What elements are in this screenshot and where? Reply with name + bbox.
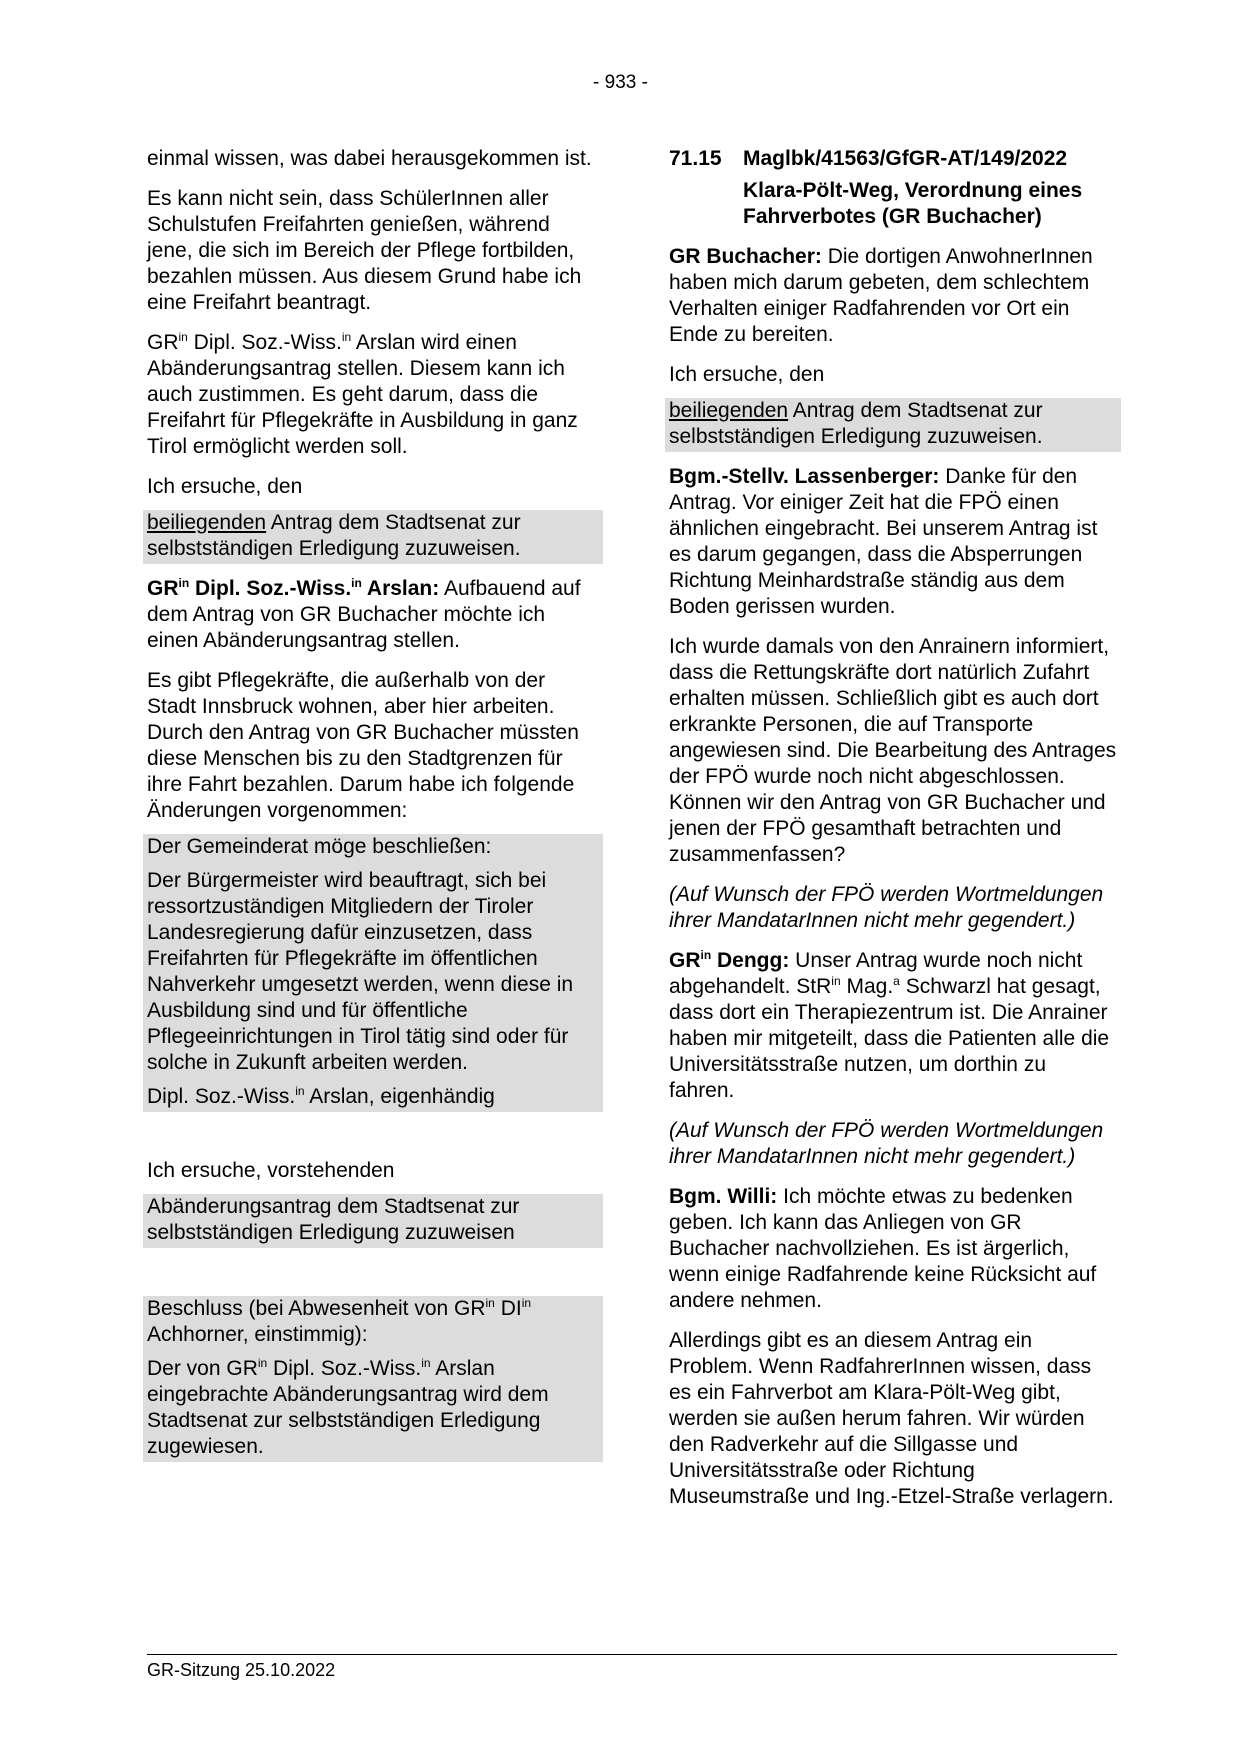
footer-divider — [147, 1654, 1117, 1655]
underlined-word: beiliegenden — [147, 511, 267, 534]
agenda-code: Maglbk/41563/GfGR-AT/149/2022 — [743, 147, 1068, 170]
paragraph: Es kann nicht sein, dass SchülerInnen aller Schulstufen Freifahrten genießen, während jene, die sich im Bereich der Pflege fortbilden, bezahlen müssen. Aus diesem Grund habe ich eine Freifahrt beantragt. — [147, 187, 582, 314]
speaker-paragraph: Bgm. Willi: Ich möchte etwas zu bedenken geben. Ich kann das Anliegen von GR Buchacher nachvollziehen. Es ist ärgerlich, wenn einige Radfahrende keine Rücksicht auf andere nehmen. — [669, 1185, 1097, 1312]
agenda-heading — [669, 146, 1117, 172]
agenda-number: 71.15 — [669, 147, 722, 170]
resolution-box: Beschluss (bei Abwesenheit von $GR^{in}$ $DI^{in}$ Achhorner, einstimmig): Der von $GR^{in}$ Dipl. Soz.-Wiss.$^{in}$ Arslan eingebrachte Abänderungsantrag wird dem Stadtsenat zur selbstständigen Erledigung zugewiesen. — [143, 1296, 603, 1462]
paragraph: Ich ersuche, den — [147, 475, 303, 498]
underlined-word: beiliegenden — [669, 399, 789, 422]
agenda-title: Klara-Pölt-Weg, Verordnung eines Fahrverbotes (GR Buchacher) — [743, 179, 1083, 228]
footer-text: GR-Sitzung 25.10.2022 — [147, 1660, 336, 1680]
paragraph: Es gibt Pflegekräfte, die außerhalb von der Stadt Innsbruck wohnen, aber hier arbeiten. Durch den Antrag von GR Buchacher müssten diese Menschen bis zu den Stadtgrenzen für ihre Fahrt bezahlen. Darum habe ich folgende Änderungen vorgenommen: — [147, 669, 579, 822]
speaker-paragraph: GR Buchacher: Die dortigen AnwohnerInnen haben mich darum gebeten, dem schlechtem Verhalten einiger Radfahrenden vor Ort ein Ende zu bereiten. — [669, 245, 1093, 346]
note-paragraph: (Auf Wunsch der FPÖ werden Wortmeldungen ihrer MandatarInnen nicht mehr gegendert.) — [669, 883, 1104, 932]
paragraph: Allerdings gibt es an diesem Antrag ein Problem. Wenn RadfahrerInnen wissen, dass es ein Fahrverbot am Klara-Pölt-Weg gibt, werden sie außen herum fahren. Wir würden den Radverkehr auf die Sillgasse und Universitätsstraße oder Richtung Museumstraße und Ing.-Etzel-Straße verlagern. — [669, 1329, 1114, 1508]
paragraph: einmal wissen, was dabei herausgekommen ist. — [147, 147, 592, 170]
speaker-paragraph: Bgm.-Stellv. Lassenberger: Danke für den Antrag. Vor einiger Zeit hat die FPÖ einen ähnlichen eingebracht. Bei unserem Antrag ist es darum gegangen, dass die Absperrungen Richtung Meinhardstraße ständig aus dem Boden gerissen wurden. — [669, 465, 1098, 618]
paragraph: Ich ersuche, vorstehenden — [147, 1159, 395, 1182]
paragraph: Ich wurde damals von den Anrainern informiert, dass die Rettungskräfte dort natürlich Zufahrt erhalten müssen. Schließlich gibt es auch dort erkrankte Personen, die auf Transporte angewiesen sind. Die Bearbeitung des Antrages der FPÖ wurde noch nicht abgeschlossen. Können wir den Antrag von GR Buchacher und jenen der FPÖ gesamthaft betrachten und zusammenfassen? — [669, 635, 1117, 866]
paragraph: Ich ersuche, den — [669, 363, 825, 386]
motion-box: beiliegenden Antrag dem Stadtsenat zur selbstständigen Erledigung zuzuweisen. — [665, 398, 1121, 452]
right-column — [669, 146, 1117, 1524]
amendment-box: Der Gemeinderat möge beschließen: Der Bürgermeister wird beauftragt, sich bei ressortzuständigen Mitgliedern der Tiroler Landesregierung dafür einzusetzen, dass Freifahrten für Pflegekräfte im öffentlichen Nahverkehr umgesetzt werden, wenn diese in Ausbildung sind und für öffentliche Pflegeeinrichtungen in Tirol tätig sind oder für solche in Zukunft arbeiten werden. Dipl. Soz.-Wiss.$^{in}$ Arslan, eigenhändig — [143, 834, 603, 1112]
referral-box: Abänderungsantrag dem Stadtsenat zur selbstständigen Erledigung zuzuweisen — [143, 1194, 603, 1248]
motion-box: beiliegenden Antrag dem Stadtsenat zur selbstständigen Erledigung zuzuweisen. — [143, 510, 603, 564]
left-column — [147, 146, 599, 1474]
note-paragraph: (Auf Wunsch der FPÖ werden Wortmeldungen ihrer MandatarInnen nicht mehr gegendert.) — [669, 1119, 1104, 1168]
speaker-paragraph: $GR^{in}$ Dengg: Unser Antrag wurde noch nicht abgehandelt. StR$^{in}$ Mag.$^a$ Schwarzl hat gesagt, dass dort ein Therapiezentrum ist. Die Anrainer haben mir mitgeteilt, dass die Patienten alle die Universitätsstraße nutzen, um dorthin zu fahren. — [669, 948, 1110, 1102]
speaker-paragraph: $GR^{in}$ Dipl. Soz.-Wiss.$^{in}$ Arslan: Aufbauend auf dem Antrag von GR Buchacher möchte ich einen Abänderungsantrag stellen. — [147, 576, 581, 652]
paragraph: $GR^{in}$ Dipl. Soz.-Wiss.$^{in}$ Arslan wird einen Abänderungsantrag stellen. Diesem kann ich auch zustimmen. Es geht darum, dass die Freifahrt für Pflegekräfte in Ausbildung in ganz Tirol ermöglicht werden soll. — [147, 330, 578, 458]
page-number: - 933 - — [593, 72, 648, 93]
